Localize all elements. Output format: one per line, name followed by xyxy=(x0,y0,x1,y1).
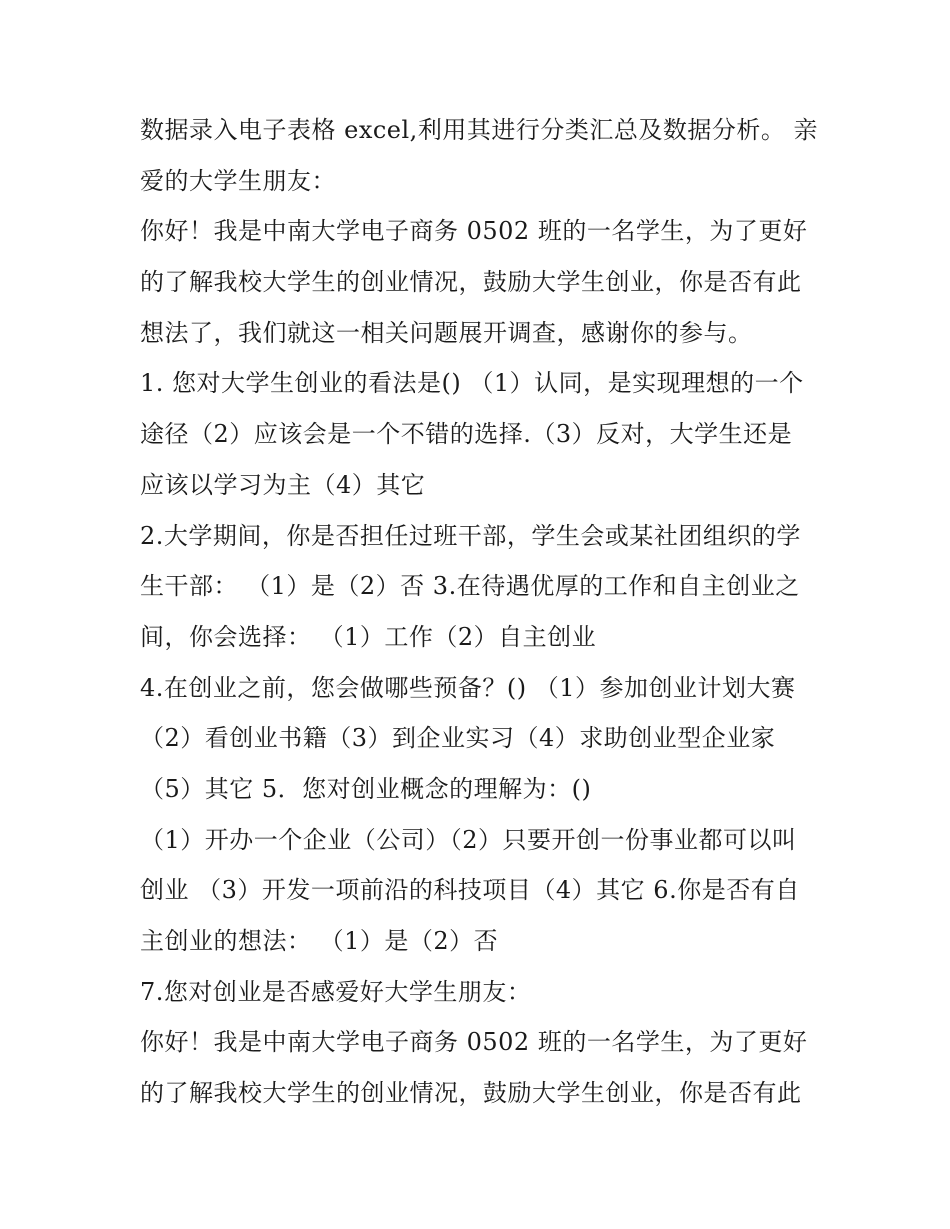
document-body xyxy=(140,105,820,1119)
text-line: 的了解我校大学生的创业情况，鼓励大学生创业，你是否有此 xyxy=(140,1079,802,1108)
text-line: 间，你会选择： （1）工作（2）自主创业 xyxy=(140,622,597,651)
text-line: 应该以学习为主（4）其它 xyxy=(140,470,426,499)
text-line: 想法了，我们就这一相关问题展开调查，感谢你的参与。 xyxy=(140,318,753,347)
text-line: 的了解我校大学生的创业情况，鼓励大学生创业，你是否有此 xyxy=(140,268,802,297)
text-line: 你好！我是中南大学电子商务 0502 班的一名学生，为了更好 xyxy=(140,217,808,246)
question-1-line: 1. 您对大学生创业的看法是() （1）认同，是实现理想的一个 xyxy=(140,369,804,398)
question-7-line: 7.您对创业是否感爱好大学生朋友： xyxy=(140,977,532,1006)
text-line: 数据录入电子表格 excel,利用其进行分类汇总及数据分析。 亲 xyxy=(140,116,818,144)
text-line: 主创业的想法： （1）是（2）否 xyxy=(140,927,499,955)
text-line: （1）开办一个企业（公司）（2）只要开创一份事业都可以叫 xyxy=(140,825,797,854)
text-line: 你好！我是中南大学电子商务 0502 班的一名学生，为了更好 xyxy=(140,1028,808,1057)
text-line: 爱的大学生朋友： xyxy=(140,166,336,195)
question-4-line: 4.在创业之前，您会做哪些预备？() （1）参加创业计划大赛 xyxy=(140,673,796,702)
text-line: （2）看创业书籍（3）到企业实习（4）求助创业型企业家 xyxy=(140,724,776,753)
text-line: 途径（2）应该会是一个不错的选择.（3）反对，大学生还是 xyxy=(140,420,793,449)
text-line: （5）其它 5．您对创业概念的理解为：() xyxy=(140,774,592,803)
text-line: 生干部： （1）是（2）否 3.在待遇优厚的工作和自主创业之 xyxy=(140,572,800,601)
question-2-line: 2.大学期间，你是否担任过班干部，学生会或某社团组织的学 xyxy=(140,521,801,550)
text-line: 创业 （3）开发一项前沿的科技项目（4）其它 6.你是否有自 xyxy=(140,876,800,905)
